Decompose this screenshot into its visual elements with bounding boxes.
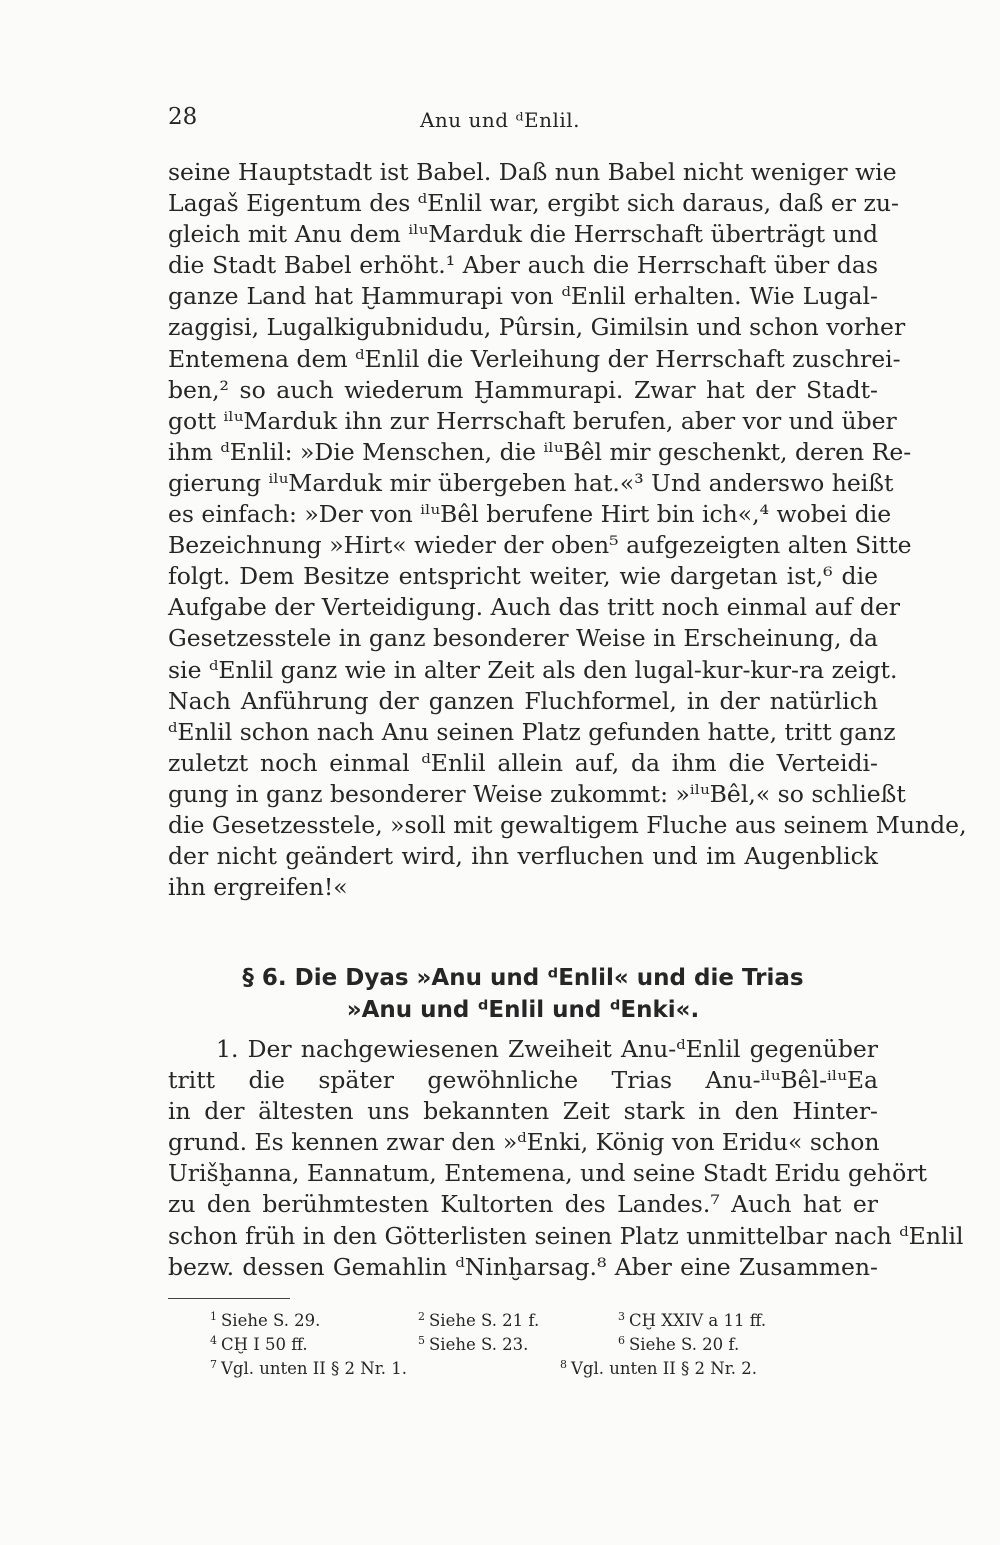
footnote: $^4$ CḪ I 50 ff. [210,1334,308,1354]
text-line: tritt die später gewöhnliche Trias Anu-ⁱˡᵘBêl-ⁱˡᵘEa [168,1066,878,1095]
text-line: folgt. Dem Besitze entspricht weiter, wie dargetan ist,⁶ die [168,562,878,591]
text-line: Nach Anführung der ganzen Fluchformel, in der natürlich [168,686,878,715]
text-line: Urišḫanna, Eannatum, Entemena, und seine Stadt Eridu gehört [168,1159,927,1188]
text-line: zu den berühmtesten Kultorten des Landes.⁷ Auch hat er [168,1190,878,1219]
footnote: $^7$ Vgl. unten II § 2 Nr. 1. [210,1358,408,1378]
text-line: zaggisi, Lugalkigubnidudu, Pûrsin, Gimilsin und schon vorher [168,313,906,342]
section-heading-line-2: »Anu und ᵈEnlil und ᵈEnki«. [346,997,700,1023]
footnote-row [210,1309,850,1333]
text-line: bezw. dessen Gemahlin ᵈNinḫarsag.⁸ Aber eine Zusammen- [168,1252,878,1281]
footnote: $^5$ Siehe S. 23. [418,1334,529,1354]
footnote: $^6$ Siehe S. 20 f. [618,1334,740,1354]
text-line: gott ⁱˡᵘMarduk ihn zur Herrschaft berufen, aber vor und über [168,406,897,435]
text-line: gierung ⁱˡᵘMarduk mir übergeben hat.«³ Und anderswo heißt [168,468,894,497]
text-line: seine Hauptstadt ist Babel. Daß nun Babel nicht weniger wie [168,158,897,186]
text-line: gung in ganz besonderer Weise zukommt: »ⁱˡᵘBêl,« so schließt [168,779,906,808]
text-line: schon früh in den Götterlisten seinen Platz unmittelbar nach ᵈEnlil [168,1221,964,1250]
text-line: der nicht geändert wird, ihn verfluchen und im Augenblick [168,842,878,871]
page-number: 28 [168,104,198,130]
footnote: $^8$ Vgl. unten II § 2 Nr. 2. [560,1358,758,1378]
text-line: in der ältesten uns bekannten Zeit stark in den Hinter- [168,1097,878,1126]
text-line: gleich mit Anu dem ⁱˡᵘMarduk die Herrschaft überträgt und [168,220,878,249]
section-heading-line-1: § 6. Die Dyas »Anu und ᵈEnlil« und die Trias [242,965,804,991]
text-line: grund. Es kennen zwar den »ᵈEnki, König von Eridu« schon [168,1128,880,1157]
section-paragraph [168,1034,964,1283]
footnote-divider [168,1298,290,1299]
text-line: es einfach: »Der von ⁱˡᵘBêl berufene Hirt bin ich«,⁴ wobei die [168,500,892,529]
text-line: die Gesetzesstele, »soll mit gewaltigem Fluche aus seinem Munde, [168,810,967,839]
text-line: zuletzt noch einmal ᵈEnlil allein auf, da ihm die Verteidi- [168,748,878,777]
text-line: 1. Der nachgewiesenen Zweiheit Anu-ᵈEnlil gegenüber [216,1035,878,1063]
running-title: Anu und ᵈEnlil. [419,108,580,132]
footnote-row [210,1357,850,1381]
footnotes [210,1309,850,1381]
text-line: die Stadt Babel erhöht.¹ Aber auch die Herrschaft über das [168,251,878,280]
text-line: Aufgabe der Verteidigung. Auch das tritt noch einmal auf der [168,593,900,622]
text-line: ben,² so auch wiederum Ḫammurapi. Zwar hat der Stadt- [168,375,878,404]
footnote: $^2$ Siehe S. 21 f. [418,1310,540,1330]
text-line: Lagaš Eigentum des ᵈEnlil war, ergibt sich daraus, daß er zu- [168,189,899,218]
text-line: ihm ᵈEnlil: »Die Menschen, die ⁱˡᵘBêl mir geschenkt, deren Re- [168,437,912,466]
text-line: Gesetzesstele in ganz besonderer Weise in Erscheinung, da [168,624,878,653]
footnote: $^1$ Siehe S. 29. [210,1310,321,1330]
text-line: Bezeichnung »Hirt« wieder der oben⁵ aufgezeigten alten Sitte [168,531,912,560]
text-line: ᵈEnlil schon nach Anu seinen Platz gefunden hatte, tritt ganz [168,717,896,746]
text-line: ihn ergreifen!« [168,873,348,902]
main-paragraph [168,157,967,903]
text-line: ganze Land hat Ḫammurapi von ᵈEnlil erhalten. Wie Lugal- [168,282,878,311]
footnote-row [210,1333,850,1357]
footnote: $^3$ CḪ XXIV a 11 ff. [618,1310,767,1330]
text-line: Entemena dem ᵈEnlil die Verleihung der Herrschaft zuschrei- [168,344,901,373]
text-line: sie ᵈEnlil ganz wie in alter Zeit als den lugal-kur-kur-ra zeigt. [168,655,898,684]
section-heading [168,962,878,1026]
